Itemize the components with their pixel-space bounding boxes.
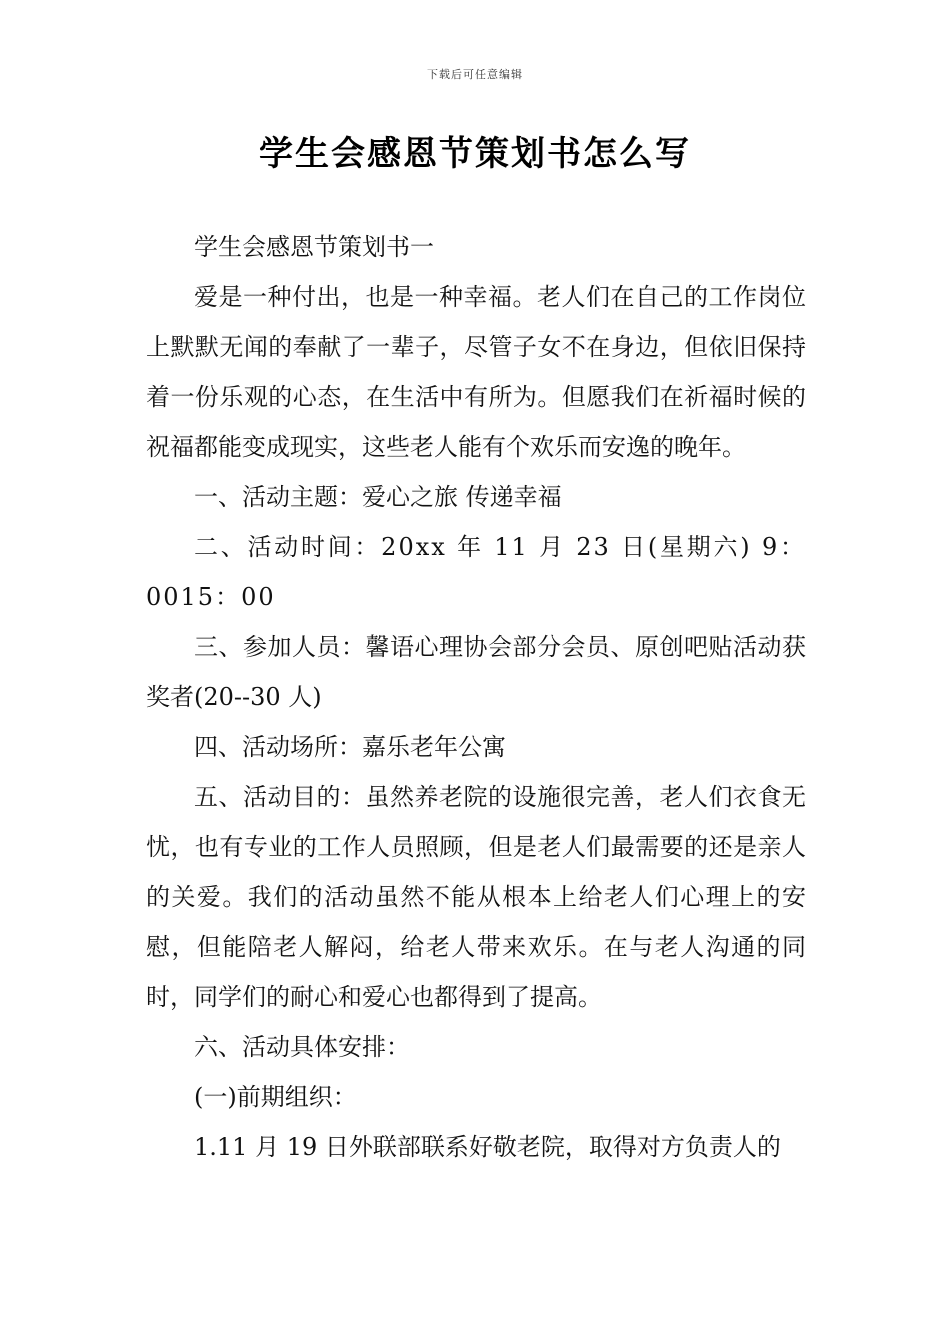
activity-venue: 四、活动场所：嘉乐老年公寓 [194,733,506,761]
intro-paragraph: 爱是一种付出，也是一种幸福。老人们在自己的工作岗位上默默无闻的奉献了一辈子，尽管子女不在身边，但依旧保持着一份乐观的心态，在生活中有所为。但愿我们在祈福时候的祝福都能变成现实，这些老人能有个欢乐而安逸的晚年。 [146,283,806,461]
activity-purpose: 五、活动目的：虽然养老院的设施很完善，老人们衣食无忧，也有专业的工作人员照顾，但是老人们最需要的还是亲人的关爱。我们的活动虽然不能从根本上给老人们心理上的安慰，但能陪老人解闷，给老人带来欢乐。在与老人沟通的同时，同学们的耐心和爱心也都得到了提高。 [146,783,806,1011]
document-title: 学生会感恩节策划书怎么写 [259,134,691,174]
participants: 三、参加人员：馨语心理协会部分会员、原创吧贴活动获奖者(20--30 人) [146,633,806,711]
section-heading: 学生会感恩节策划书一 [194,233,434,261]
preparation-item-1: 1.11 月 19 日外联部联系好敬老院，取得对方负责人的 [194,1133,781,1161]
header-note: 下载后可任意编辑 [427,68,523,81]
preparation-heading: (一)前期组织： [194,1083,357,1111]
document-body [146,222,806,1172]
activity-theme: 一、活动主题：爱心之旅 传递幸福 [194,483,562,511]
activity-arrangement-heading: 六、活动具体安排： [194,1033,410,1061]
activity-time: 二、活动时间：20xx 年 11 月 23 日(星期六) 9：0015：00 [146,533,806,611]
